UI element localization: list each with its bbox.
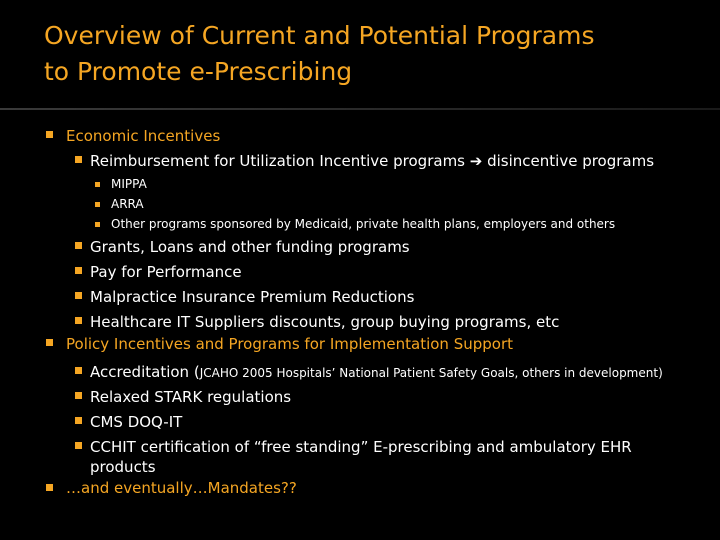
bullet-stark: Relaxed STARK regulations	[90, 388, 292, 406]
bullet-grants: Grants, Loans and other funding programs	[90, 238, 410, 256]
bullet-accreditation	[90, 363, 663, 381]
bullet-policy-incentives: Policy Incentives and Programs for Implementation Support	[66, 335, 513, 353]
title-line-1: Overview of Current and Potential Programs	[44, 21, 595, 50]
bullet-marker	[46, 339, 53, 346]
bullet-marker	[75, 267, 82, 274]
bullet-cms-doq-it: CMS DOQ-IT	[90, 413, 183, 431]
bullet-malpractice: Malpractice Insurance Premium Reductions	[90, 288, 415, 306]
bullet-marker	[75, 292, 82, 299]
bullet-marker	[75, 367, 82, 374]
bullet-marker	[75, 242, 82, 249]
bullet-other-programs: Other programs sponsored by Medicaid, private health plans, employers and others	[111, 217, 616, 231]
title-line-2: to Promote e-Prescribing	[44, 57, 353, 86]
bullet-marker	[75, 317, 82, 324]
accreditation-detail: JCAHO 2005 Hospitals’ National Patient Safety Goals, others in development)	[199, 366, 663, 380]
bullet-reimbursement	[90, 152, 654, 170]
bullet-pay-for-performance: Pay for Performance	[90, 263, 242, 281]
title-divider	[0, 108, 720, 110]
bullet-mandates: …and eventually…Mandates??	[66, 479, 297, 497]
bullet-marker	[75, 442, 82, 449]
slide-title	[44, 18, 704, 90]
bullet-cchit-line-2: products	[90, 458, 156, 476]
bullet-marker	[95, 202, 100, 207]
reimbursement-text: Reimbursement for Utilization Incentive programs	[90, 152, 470, 170]
bullet-marker	[75, 392, 82, 399]
bullet-arra: ARRA	[111, 197, 144, 211]
bullet-marker	[95, 222, 100, 227]
title-band	[0, 0, 720, 110]
bullet-marker	[46, 131, 53, 138]
bullet-mippa: MIPPA	[111, 177, 147, 191]
arrow-right-icon: ➔	[469, 152, 483, 170]
disincentive-text: disincentive programs	[482, 152, 655, 170]
accreditation-text: Accreditation (	[90, 363, 200, 381]
bullet-marker	[75, 156, 82, 163]
bullet-marker	[75, 417, 82, 424]
bullet-marker	[95, 182, 100, 187]
bullet-cchit-line-1: CCHIT certification of “free standing” E-prescribing and ambulatory EHR	[90, 438, 632, 456]
bullet-marker	[46, 484, 53, 491]
bullet-healthcare-it: Healthcare IT Suppliers discounts, group buying programs, etc	[90, 313, 560, 331]
bullet-economic-incentives: Economic Incentives	[66, 127, 221, 145]
